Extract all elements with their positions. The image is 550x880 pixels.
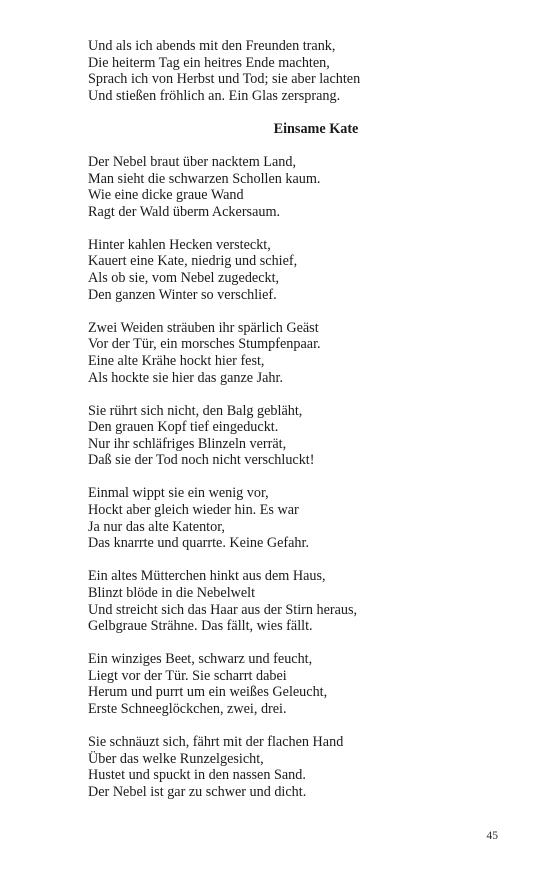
stanza-4	[88, 403, 508, 469]
verse-line: Und als ich abends mit den Freunden trank,	[88, 38, 336, 54]
verse-line: Herum und purrt um ein weißes Geleucht,	[88, 684, 328, 701]
verse-line: Vor der Tür, ein morsches Stumpfenpaar.	[88, 336, 321, 353]
stanza-8	[88, 734, 508, 800]
verse-line: Hustet und spuckt in den nassen Sand.	[88, 767, 306, 784]
stanza-3	[88, 320, 508, 386]
verse-line: Hinter kahlen Hecken versteckt,	[88, 236, 271, 253]
stanza-2	[88, 237, 508, 303]
verse-line: Man sieht die schwarzen Schollen kaum.	[88, 170, 321, 187]
stanza-7	[88, 651, 508, 717]
verse-line: Der Nebel braut über nacktem Land,	[88, 153, 296, 170]
stanza-6	[88, 568, 508, 634]
stanza-1	[88, 154, 508, 220]
verse-line: Als hockte sie hier das ganze Jahr.	[88, 369, 284, 386]
verse-line: Sie schnäuzt sich, fährt mit der flachen Hand	[88, 734, 344, 751]
verse-line: Eine alte Krähe hockt hier fest,	[88, 352, 265, 369]
verse-line: Den grauen Kopf tief eingeduckt.	[88, 419, 279, 436]
poem-title: Einsame Kate	[273, 121, 359, 138]
page-content	[88, 38, 508, 817]
verse-line: Über das welke Runzelgesicht,	[88, 750, 264, 767]
verse-line: Einmal wippt sie ein wenig vor,	[88, 485, 269, 502]
verse-line: Blinzt blöde in die Nebelwelt	[88, 584, 256, 601]
verse-line: Das knarrte und quarrte. Keine Gefahr.	[88, 535, 309, 552]
verse-line: Gelbgraue Strähne. Das fällt, wies fällt.	[88, 618, 313, 635]
verse-line: Wie eine dicke graue Wand	[88, 187, 244, 204]
verse-line: Den ganzen Winter so verschlief.	[88, 286, 277, 303]
verse-line: Daß sie der Tod noch nicht verschluckt!	[88, 452, 315, 469]
verse-line: Der Nebel ist gar zu schwer und dicht.	[88, 783, 307, 800]
verse-line: Zwei Weiden sträuben ihr spärlich Geäst	[88, 319, 319, 336]
verse-line: Die heiterm Tag ein heitres Ende machten,	[88, 54, 330, 71]
verse-line: Nur ihr schläfriges Blinzeln verrät,	[88, 435, 287, 452]
stanza-5	[88, 485, 508, 551]
verse-line: Ein altes Mütterchen hinkt aus dem Haus,	[88, 568, 326, 585]
verse-line: Kauert eine Kate, niedrig und schief,	[88, 253, 298, 270]
verse-line: Ragt der Wald überm Ackersaum.	[88, 203, 281, 220]
verse-line: Liegt vor der Tür. Sie scharrt dabei	[88, 667, 287, 684]
verse-line: Sie rührt sich nicht, den Balg gebläht,	[88, 402, 303, 419]
verse-line: Und streicht sich das Haar aus der Stirn heraus,	[88, 601, 358, 618]
verse-line: Ja nur das alte Katentor,	[88, 518, 225, 535]
verse-line: Als ob sie, vom Nebel zugedeckt,	[88, 270, 280, 287]
verse-line: Erste Schneeglöckchen, zwei, drei.	[88, 701, 287, 717]
verse-line: Hockt aber gleich wieder hin. Es war	[88, 502, 299, 519]
verse-line: Ein winziges Beet, schwarz und feucht,	[88, 651, 313, 668]
verse-line: Sprach ich von Herbst und Tod; sie aber lachten	[88, 71, 361, 88]
verse-line: Und stießen fröhlich an. Ein Glas zersprang.	[88, 87, 341, 104]
page-number: 45	[486, 830, 498, 842]
intro-stanza	[88, 38, 508, 104]
